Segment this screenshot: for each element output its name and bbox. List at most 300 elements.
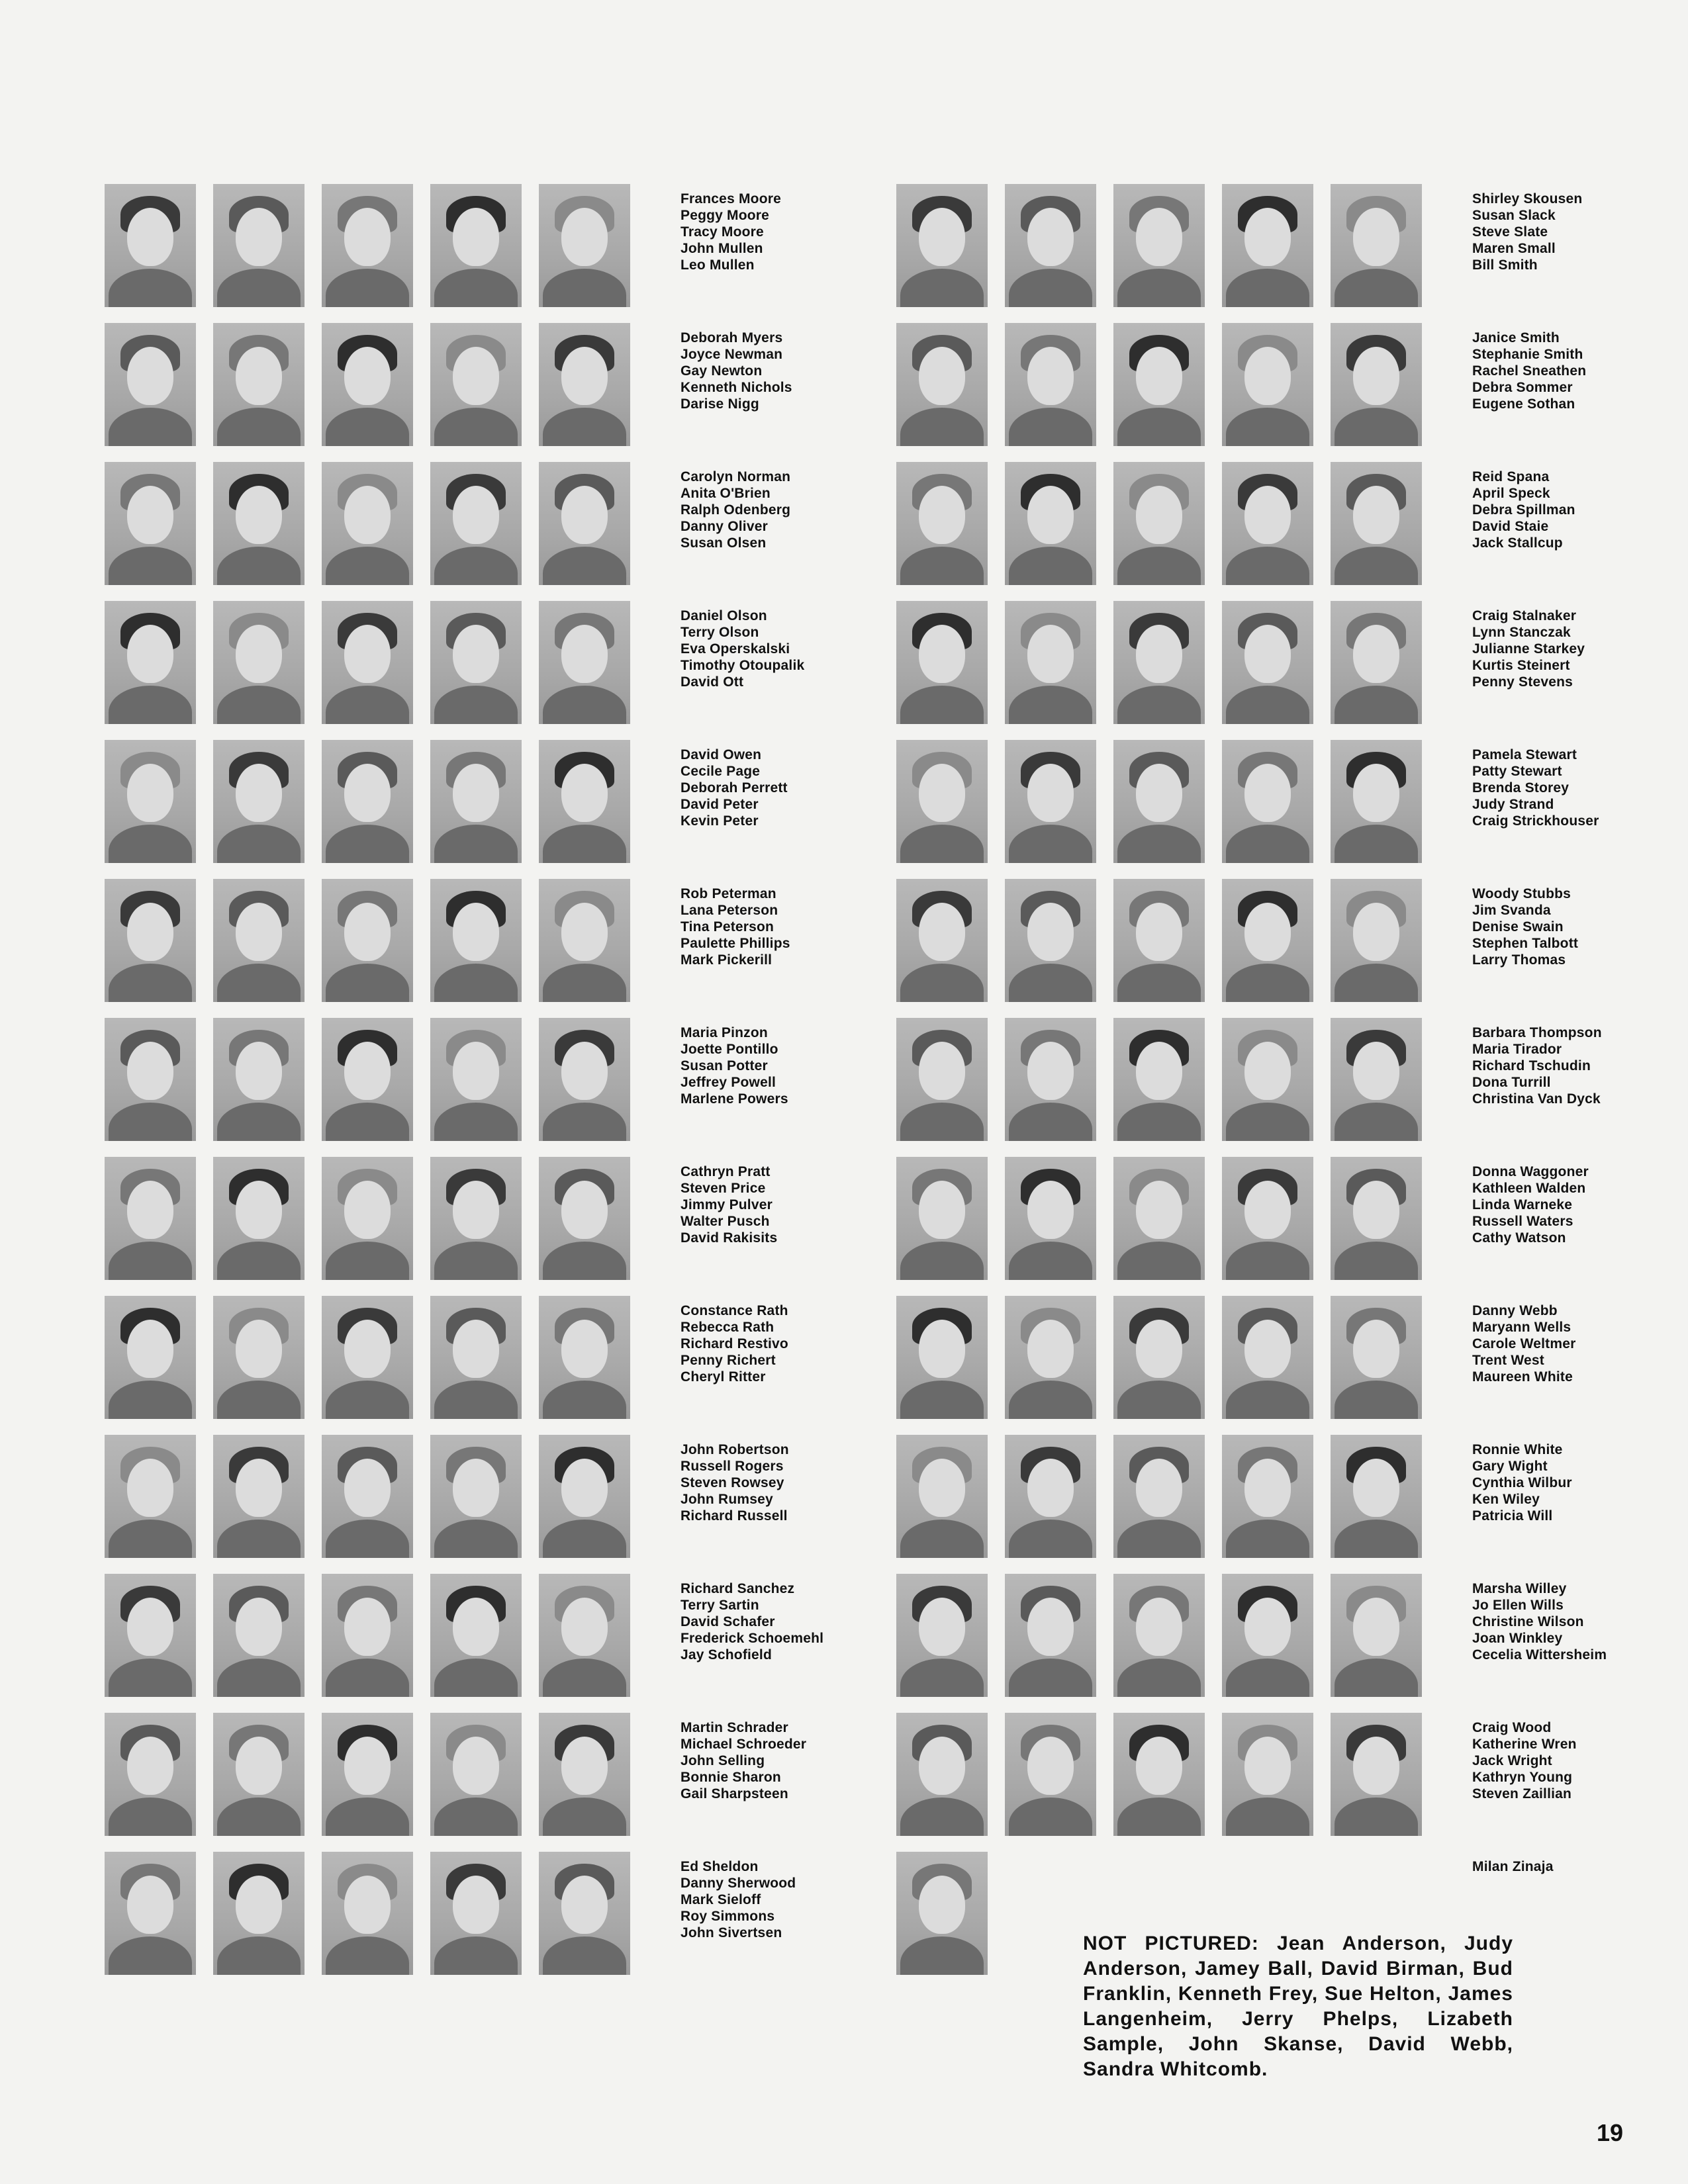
name-list (680, 886, 790, 968)
student-photo (1331, 1713, 1422, 1836)
student-photo (430, 184, 522, 307)
student-name: Judy Strand (1472, 797, 1554, 812)
student-photo (1113, 1157, 1205, 1280)
student-photo (430, 1713, 522, 1836)
photo-row (105, 1157, 899, 1289)
photo-row (105, 1713, 899, 1845)
student-photo (213, 462, 305, 585)
student-name: Patricia Will (1472, 1508, 1553, 1524)
page-number: 19 (1597, 2119, 1624, 2146)
student-photo (1222, 1157, 1313, 1280)
photo-row (105, 1435, 899, 1567)
student-photo (213, 879, 305, 1002)
student-photo (539, 1296, 630, 1419)
student-photo (1005, 1435, 1096, 1558)
student-name: Leo Mullen (680, 257, 755, 273)
student-name: Deborah Myers (680, 330, 783, 345)
student-photo (539, 462, 630, 585)
name-list (1472, 1719, 1577, 1802)
student-name: Cheryl Ritter (680, 1369, 766, 1385)
student-name: Joette Pontillo (680, 1042, 778, 1057)
student-name: Penny Stevens (1472, 674, 1573, 690)
student-photo (213, 1574, 305, 1697)
student-photo (539, 740, 630, 863)
student-name: Steven Zaillian (1472, 1786, 1572, 1801)
student-name: Cecelia Wittersheim (1472, 1647, 1607, 1662)
photo-row (105, 1852, 899, 1984)
student-name: Jo Ellen Wills (1472, 1598, 1564, 1613)
student-photo (105, 1296, 196, 1419)
student-photo (1222, 1018, 1313, 1141)
student-photo (1005, 879, 1096, 1002)
student-photo (896, 1574, 988, 1697)
student-photo (1222, 740, 1313, 863)
student-name: Lynn Stanczak (1472, 625, 1571, 640)
student-photo (539, 601, 630, 724)
student-photo (1222, 184, 1313, 307)
student-name: Gay Newton (680, 363, 763, 379)
student-photo (322, 1435, 413, 1558)
student-photo (1113, 740, 1205, 863)
student-name: John Selling (680, 1753, 765, 1768)
student-photo (1005, 184, 1096, 307)
student-name: Pamela Stewart (1472, 747, 1577, 762)
name-list (1472, 1302, 1575, 1385)
student-photo (322, 1713, 413, 1836)
student-photo (322, 601, 413, 724)
student-name: Maria Pinzon (680, 1025, 768, 1040)
student-photo (896, 1852, 988, 1975)
student-photo (1113, 1713, 1205, 1836)
student-name: Trent West (1472, 1353, 1544, 1368)
student-photo (1005, 1713, 1096, 1836)
student-name: Gary Wight (1472, 1459, 1548, 1474)
student-photo (213, 740, 305, 863)
student-name: Penny Richert (680, 1353, 776, 1368)
student-name: Timothy Otoupalik (680, 658, 805, 673)
student-name: Kathleen Walden (1472, 1181, 1586, 1196)
student-name: Marsha Willey (1472, 1581, 1567, 1596)
student-name: Gail Sharpsteen (680, 1786, 788, 1801)
student-name: Terry Olson (680, 625, 759, 640)
student-photo (1005, 1157, 1096, 1280)
name-list (1472, 191, 1582, 273)
student-name: Joyce Newman (680, 347, 783, 362)
name-list (1472, 1441, 1572, 1524)
name-list (680, 469, 790, 551)
student-name: Cathryn Pratt (680, 1164, 771, 1179)
student-name: John Robertson (680, 1442, 789, 1457)
student-photo (105, 462, 196, 585)
name-list (1472, 886, 1578, 968)
student-photo (430, 1018, 522, 1141)
photo-row (896, 1018, 1688, 1150)
student-photo (213, 1018, 305, 1141)
student-photo (213, 1296, 305, 1419)
student-name: Mark Pickerill (680, 952, 773, 968)
student-name: John Sivertsen (680, 1925, 782, 1940)
student-photo (896, 323, 988, 446)
student-photo (896, 1157, 988, 1280)
student-photo (1331, 1296, 1422, 1419)
student-photo (539, 879, 630, 1002)
student-name: Danny Oliver (680, 519, 768, 534)
student-photo (896, 1296, 988, 1419)
student-photo (1113, 323, 1205, 446)
student-photo (430, 462, 522, 585)
name-list (1472, 1858, 1554, 1875)
student-photo (430, 1574, 522, 1697)
student-name: Marlene Powers (680, 1091, 788, 1107)
student-photo (1113, 462, 1205, 585)
student-photo (322, 184, 413, 307)
student-name: Ronnie White (1472, 1442, 1563, 1457)
student-name: Joan Winkley (1472, 1631, 1563, 1646)
student-name: Eugene Sothan (1472, 396, 1575, 412)
photo-row (896, 740, 1688, 872)
student-photo (430, 1435, 522, 1558)
student-photo (105, 1157, 196, 1280)
student-name: Rachel Sneathen (1472, 363, 1587, 379)
photo-row (105, 1018, 899, 1150)
student-photo (105, 1574, 196, 1697)
student-name: Julianne Starkey (1472, 641, 1585, 657)
student-photo (1005, 462, 1096, 585)
student-photo (1222, 1713, 1313, 1836)
student-name: Rob Peterman (680, 886, 776, 901)
student-name: Lana Peterson (680, 903, 778, 918)
student-photo (539, 1157, 630, 1280)
student-name: Frances Moore (680, 191, 781, 206)
student-name: Donna Waggoner (1472, 1164, 1589, 1179)
student-photo (1222, 1296, 1313, 1419)
student-photo (1222, 1574, 1313, 1697)
photo-row (105, 740, 899, 872)
student-name: Jack Wright (1472, 1753, 1552, 1768)
student-photo (1331, 601, 1422, 724)
student-name: Jack Stallcup (1472, 535, 1563, 551)
left-column (105, 0, 899, 2184)
student-photo (430, 323, 522, 446)
student-name: Richard Russell (680, 1508, 788, 1524)
student-photo (1331, 740, 1422, 863)
student-name: Linda Warneke (1472, 1197, 1573, 1212)
student-photo (539, 1018, 630, 1141)
student-photo (896, 1713, 988, 1836)
student-photo (1113, 1435, 1205, 1558)
student-name: Ralph Odenberg (680, 502, 791, 518)
student-name: Paulette Phillips (680, 936, 790, 951)
student-name: Katherine Wren (1472, 1737, 1577, 1752)
student-name: John Rumsey (680, 1492, 773, 1507)
student-name: Kevin Peter (680, 813, 759, 829)
photo-row (896, 601, 1688, 733)
student-photo (539, 1852, 630, 1975)
photo-row (896, 184, 1688, 316)
student-name: Richard Tschudin (1472, 1058, 1591, 1073)
student-name: Darise Nigg (680, 396, 759, 412)
student-name: David Ott (680, 674, 744, 690)
photo-row (896, 323, 1688, 455)
student-photo (430, 1852, 522, 1975)
name-list (680, 1163, 777, 1246)
student-name: Walter Pusch (680, 1214, 770, 1229)
student-photo (1113, 1018, 1205, 1141)
student-name: Debra Sommer (1472, 380, 1573, 395)
student-name: Jimmy Pulver (680, 1197, 773, 1212)
student-photo (1005, 1018, 1096, 1141)
student-photo (322, 1296, 413, 1419)
student-name: Barbara Thompson (1472, 1025, 1602, 1040)
name-list (680, 191, 781, 273)
student-photo (896, 462, 988, 585)
photo-row (896, 879, 1688, 1011)
student-name: Maria Tirador (1472, 1042, 1562, 1057)
student-photo (1005, 740, 1096, 863)
student-photo (430, 1157, 522, 1280)
student-photo (539, 323, 630, 446)
student-photo (1113, 601, 1205, 724)
student-photo (1222, 1435, 1313, 1558)
student-name: Russell Waters (1472, 1214, 1573, 1229)
student-photo (430, 601, 522, 724)
student-photo (1222, 323, 1313, 446)
student-name: Deborah Perrett (680, 780, 788, 796)
name-list (680, 608, 804, 690)
student-name: Cecile Page (680, 764, 761, 779)
student-photo (896, 1018, 988, 1141)
student-name: Craig Wood (1472, 1720, 1552, 1735)
student-photo (430, 740, 522, 863)
student-name: Woody Stubbs (1472, 886, 1571, 901)
student-name: Daniel Olson (680, 608, 767, 623)
student-name: Reid Spana (1472, 469, 1550, 484)
student-photo (213, 323, 305, 446)
student-photo (1005, 1574, 1096, 1697)
student-photo (105, 1018, 196, 1141)
student-name: Jay Schofield (680, 1647, 772, 1662)
student-photo (1331, 184, 1422, 307)
student-photo (896, 740, 988, 863)
student-name: Ed Sheldon (680, 1859, 759, 1874)
not-pictured-list: NOT PICTURED: Jean Anderson, Judy Anderson, Jamey Ball, David Birman, Bud Franklin, Kenneth Frey, Sue Helton, James Langenheim, Jerry Phelps, Lizabeth Sample, John Skanse, David Webb, Sandra Whitcomb. (1083, 1933, 1513, 2080)
student-name: Christine Wilson (1472, 1614, 1584, 1629)
student-name: Susan Potter (680, 1058, 768, 1073)
name-list (1472, 1163, 1589, 1246)
student-photo (1005, 601, 1096, 724)
student-photo (539, 1435, 630, 1558)
name-list (680, 747, 788, 829)
student-photo (1222, 879, 1313, 1002)
student-photo (213, 1435, 305, 1558)
student-name: David Schafer (680, 1614, 775, 1629)
student-photo (322, 1157, 413, 1280)
student-photo (105, 184, 196, 307)
student-name: Maryann Wells (1472, 1320, 1571, 1335)
student-photo (105, 1713, 196, 1836)
student-photo (105, 601, 196, 724)
student-photo (1222, 601, 1313, 724)
student-photo (1113, 1296, 1205, 1419)
student-photo (105, 1852, 196, 1975)
student-photo (1222, 462, 1313, 585)
name-list (1472, 747, 1599, 829)
student-name: Richard Sanchez (680, 1581, 795, 1596)
student-name: John Mullen (680, 241, 763, 256)
name-list (680, 1580, 823, 1663)
student-name: Stephen Talbott (1472, 936, 1579, 951)
student-name: Frederick Schoemehl (680, 1631, 824, 1646)
name-list (1472, 1024, 1602, 1107)
student-photo (213, 1852, 305, 1975)
name-list (680, 1719, 806, 1802)
photo-row (105, 1296, 899, 1428)
student-name: Patty Stewart (1472, 764, 1562, 779)
name-list (680, 1302, 788, 1385)
student-photo (322, 1574, 413, 1697)
student-photo (430, 1296, 522, 1419)
student-photo (1113, 879, 1205, 1002)
student-name: Brenda Storey (1472, 780, 1570, 796)
student-name: Danny Webb (1472, 1303, 1558, 1318)
student-name: David Peter (680, 797, 759, 812)
name-list (680, 1858, 796, 1941)
student-name: Mark Sieloff (680, 1892, 761, 1907)
student-name: Carolyn Norman (680, 469, 791, 484)
student-photo (1331, 1435, 1422, 1558)
student-photo (1331, 1157, 1422, 1280)
name-list (1472, 1580, 1607, 1663)
student-photo (430, 879, 522, 1002)
student-name: Cathy Watson (1472, 1230, 1566, 1246)
student-name: Tracy Moore (680, 224, 764, 240)
name-list (680, 1441, 789, 1524)
student-name: Russell Rogers (680, 1459, 784, 1474)
student-photo (539, 184, 630, 307)
student-name: April Speck (1472, 486, 1550, 501)
student-name: Rebecca Rath (680, 1320, 774, 1335)
student-photo (1331, 1018, 1422, 1141)
student-photo (105, 740, 196, 863)
student-name: Susan Slack (1472, 208, 1556, 223)
student-name: Maren Small (1472, 241, 1556, 256)
student-name: Peggy Moore (680, 208, 770, 223)
student-photo (213, 1713, 305, 1836)
student-photo (1331, 879, 1422, 1002)
student-name: Roy Simmons (680, 1909, 775, 1924)
student-name: Janice Smith (1472, 330, 1560, 345)
student-photo (105, 1435, 196, 1558)
student-name: Craig Strickhouser (1472, 813, 1599, 829)
student-name: Kathryn Young (1472, 1770, 1573, 1785)
student-name: Michael Schroeder (680, 1737, 807, 1752)
student-name: Shirley Skousen (1472, 191, 1583, 206)
student-name: Susan Olsen (680, 535, 767, 551)
student-name: Tina Peterson (680, 919, 774, 934)
student-photo (1005, 1296, 1096, 1419)
photo-row (105, 184, 899, 316)
photo-row (896, 1713, 1688, 1845)
student-name: Craig Stalnaker (1472, 608, 1577, 623)
photo-row (105, 879, 899, 1011)
student-photo (896, 184, 988, 307)
name-list (1472, 608, 1585, 690)
student-name: Stephanie Smith (1472, 347, 1583, 362)
photo-row (896, 1296, 1688, 1428)
student-photo (322, 1018, 413, 1141)
student-photo (539, 1574, 630, 1697)
student-photo (1113, 184, 1205, 307)
student-name: Maureen White (1472, 1369, 1573, 1385)
student-name: Steven Price (680, 1181, 766, 1196)
student-photo (1331, 1574, 1422, 1697)
student-name: Milan Zinaja (1472, 1859, 1554, 1874)
student-photo (1331, 462, 1422, 585)
student-name: Anita O'Brien (680, 486, 771, 501)
student-photo (1113, 1574, 1205, 1697)
name-list (1472, 330, 1586, 412)
student-photo (322, 323, 413, 446)
student-name: Steven Rowsey (680, 1475, 784, 1490)
student-name: Bill Smith (1472, 257, 1538, 273)
student-photo (1331, 323, 1422, 446)
student-photo (322, 1852, 413, 1975)
student-photo (322, 740, 413, 863)
photo-row (105, 601, 899, 733)
student-photo (539, 1713, 630, 1836)
student-name: Kenneth Nichols (680, 380, 792, 395)
student-name: Terry Sartin (680, 1598, 759, 1613)
student-name: Carole Weltmer (1472, 1336, 1576, 1351)
student-name: Eva Operskalski (680, 641, 790, 657)
student-name: Dona Turrill (1472, 1075, 1551, 1090)
student-photo (213, 1157, 305, 1280)
student-name: Larry Thomas (1472, 952, 1566, 968)
student-photo (105, 323, 196, 446)
student-name: Ken Wiley (1472, 1492, 1540, 1507)
student-name: Constance Rath (680, 1303, 788, 1318)
student-name: David Rakisits (680, 1230, 778, 1246)
student-name: Jim Svanda (1472, 903, 1551, 918)
student-name: David Owen (680, 747, 762, 762)
student-name: Martin Schrader (680, 1720, 788, 1735)
student-name: David Staie (1472, 519, 1549, 534)
student-name: Danny Sherwood (680, 1876, 796, 1891)
photo-row (105, 1574, 899, 1706)
student-name: Christina Van Dyck (1472, 1091, 1601, 1107)
student-photo (213, 184, 305, 307)
photo-row (105, 462, 899, 594)
student-name: Jeffrey Powell (680, 1075, 776, 1090)
student-name: Steve Slate (1472, 224, 1548, 240)
student-name: Richard Restivo (680, 1336, 788, 1351)
photo-row (896, 1157, 1688, 1289)
name-list (680, 330, 792, 412)
student-photo (322, 462, 413, 585)
photo-row (896, 462, 1688, 594)
name-list (680, 1024, 788, 1107)
photo-row (896, 1574, 1688, 1706)
name-list (1472, 469, 1575, 551)
student-photo (896, 601, 988, 724)
student-name: Cynthia Wilbur (1472, 1475, 1572, 1490)
student-photo (105, 879, 196, 1002)
photo-row (896, 1435, 1688, 1567)
student-name: Denise Swain (1472, 919, 1564, 934)
student-photo (896, 879, 988, 1002)
photo-row (105, 323, 899, 455)
student-photo (322, 879, 413, 1002)
